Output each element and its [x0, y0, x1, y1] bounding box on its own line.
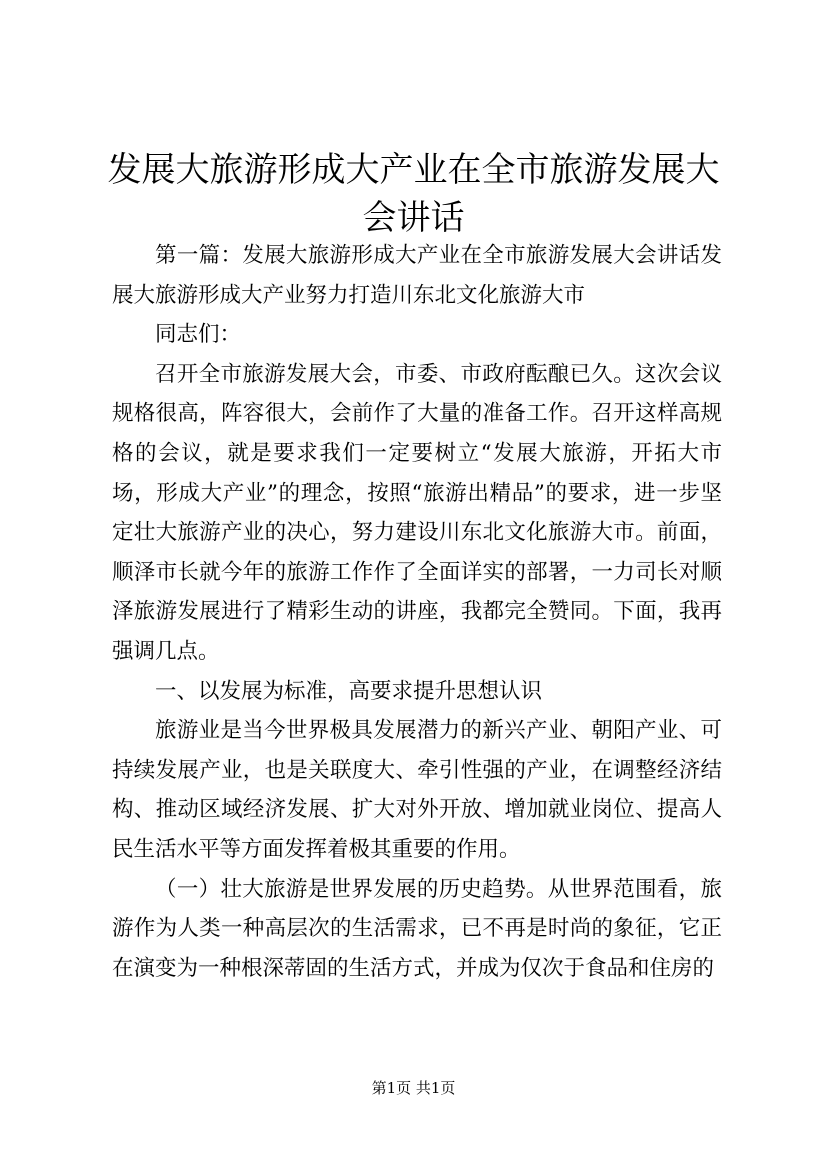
paragraph-salutation: 同志们：: [155, 322, 242, 348]
paragraph-section-heading: 一、以发展为标准，高要求提升思想认识: [155, 678, 543, 704]
page-number-footer: 第1页 共1页: [371, 1079, 456, 1097]
paragraph-subsection: （一）壮大旅游是世界发展的历史趋势。从世界范围看，旅游作为人类一种高层次的生活需求，已不再是时尚的象征，它正在演变为一种根深蒂固的生活方式，并成为仅次于食品和住房的: [112, 876, 722, 981]
document-body: [112, 236, 722, 988]
paragraph-chapter-heading: 第一篇：发展大旅游形成大产业在全市旅游发展大会讲话发展大旅游形成大产业努力打造川东北文化旅游大市: [112, 243, 722, 308]
paragraph-body: 旅游业是当今世界极具发展潜力的新兴产业、朝阳产业、可持续发展产业，也是关联度大、牵引性强的产业，在调整经济结构、推动区域经济发展、扩大对外开放、增加就业岗位、提高人民生活水平等方面发挥着极其重要的作用。: [112, 718, 722, 862]
document-title: 发展大旅游形成大产业在全市旅游发展大会讲话: [107, 150, 720, 238]
paragraph-intro: 召开全市旅游发展大会，市委、市政府酝酿已久。这次会议规格很高，阵容很大，会前作了大量的准备工作。召开这样高规格的会议，就是要求我们一定要树立“发展大旅游，开拓大市场，形成大产业”的理念，按照“旅游出精品”的要求，进一步坚定壮大旅游产业的决心，努力建设川东北文化旅游大市。前面，顺泽市长就今年的旅游工作作了全面详实的部署，一力司长对顺泽旅游发展进行了精彩生动的讲座，我都完全赞同。下面，我再强调几点。: [112, 361, 722, 664]
